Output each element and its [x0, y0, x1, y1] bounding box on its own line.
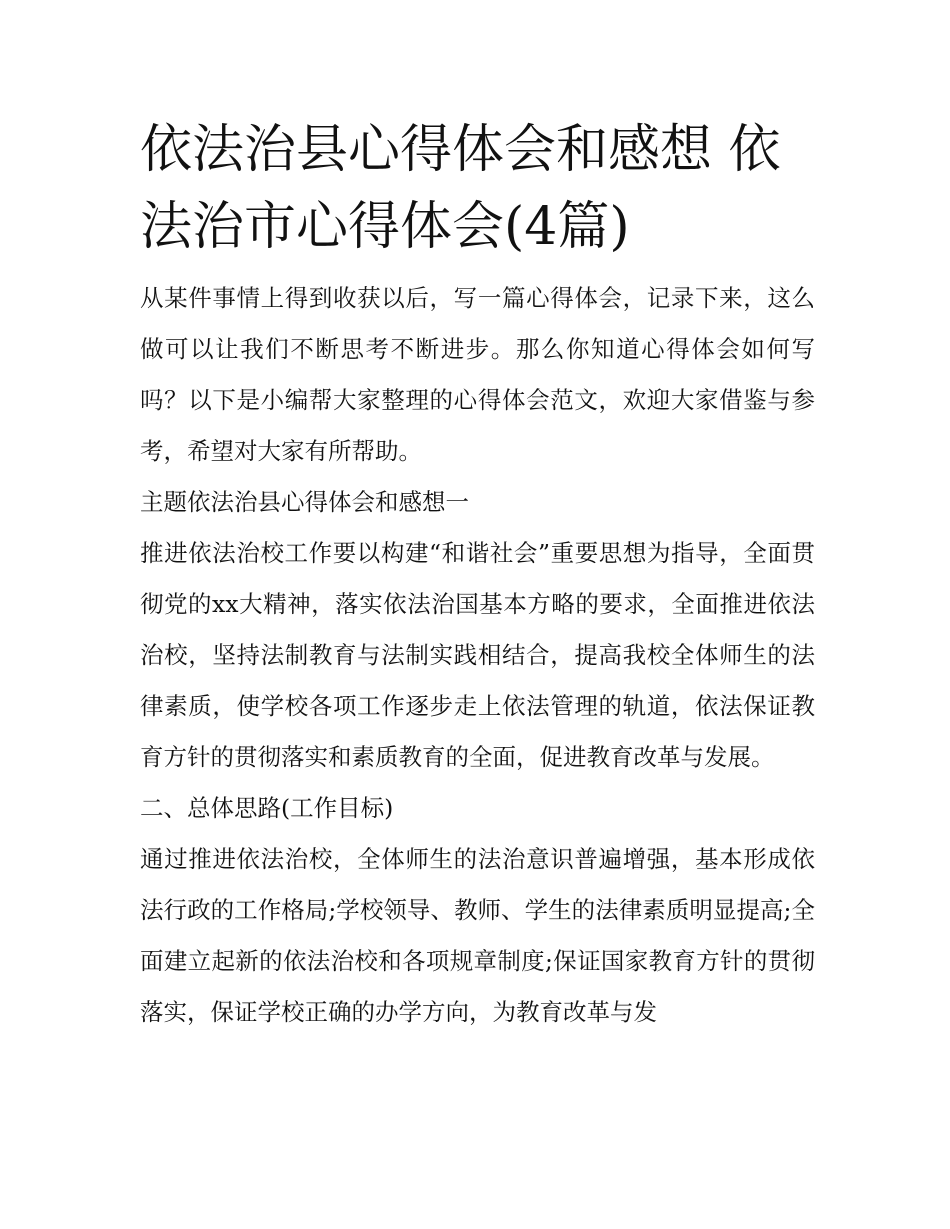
document-title: 依法治县心得体会和感想 依法治市心得体会(4篇)	[140, 120, 781, 257]
body-paragraph: 通过推进依法治校，全体师生的法治意识普遍增强，基本形成依法行政的工作格局;学校领导、教师、学生的法律素质明显提高;全面建立起新的依法治校和各项规章制度;保证国家教育方针的贯彻落实，保证学校正确的办学方向，为教育改革与发	[140, 845, 815, 1026]
body-paragraph: 推进依法治校工作要以构建“和谐社会”重要思想为指导，全面贯彻党的xx大精神，落实依法治国基本方略的要求，全面推进依法治校，坚持法制教育与法制实践相结合，提高我校全体师生的法律素质，使学校各项工作逐步走上依法管理的轨道，依法保证教育方针的贯彻落实和素质教育的全面，促进教育改革与发展。	[140, 539, 815, 771]
intro-paragraph: 从某件事情上得到收获以后，写一篇心得体会，记录下来，这么做可以让我们不断思考不断进步。那么你知道心得体会如何写吗？以下是小编帮大家整理的心得体会范文，欢迎大家借鉴与参考，希望对大家有所帮助。	[140, 284, 815, 465]
section-heading: 主题依法治县心得体会和感想一	[140, 488, 469, 516]
section-heading: 二、总体思路(工作目标)	[140, 794, 394, 822]
document-body	[140, 273, 815, 1038]
